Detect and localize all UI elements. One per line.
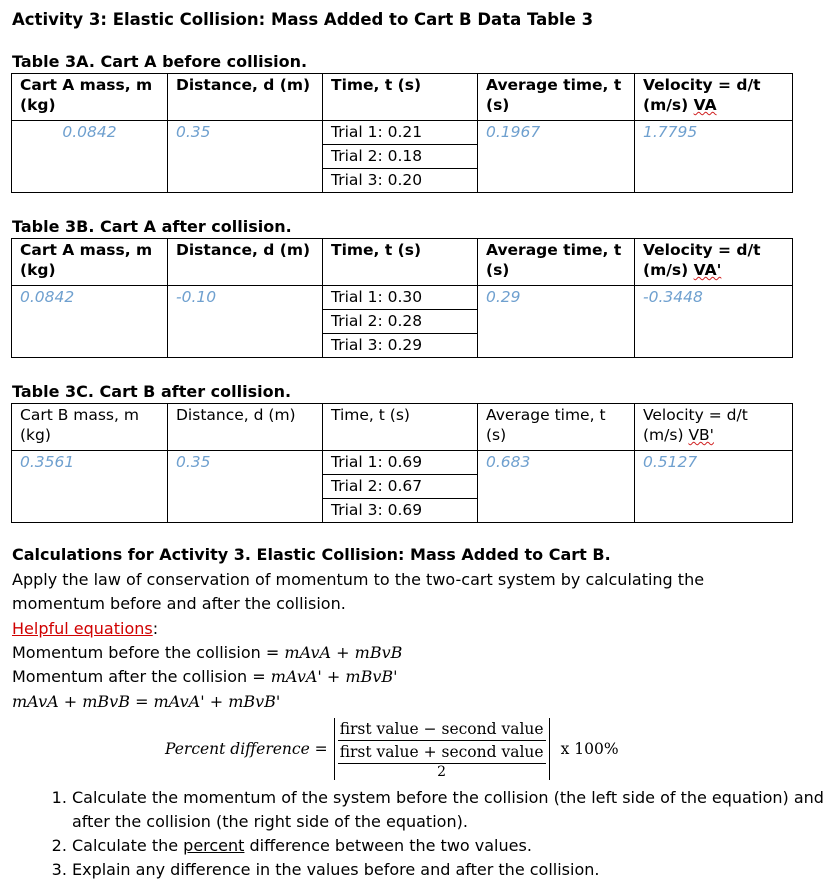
momentum-before-expression: mAvA + mBvB xyxy=(284,643,403,662)
header-distance: Distance, d (m) xyxy=(168,74,323,121)
header-time: Time, t (s) xyxy=(323,74,478,121)
question-list xyxy=(26,786,831,882)
trial-3-time[interactable]: Trial 3: 0.29 xyxy=(323,334,478,358)
question-2 xyxy=(72,834,831,858)
document-title: Activity 3: Elastic Collision: Mass Added to Cart B Data Table 3 xyxy=(12,10,594,29)
distance-value[interactable]: 0.35 xyxy=(168,121,323,193)
distance-value[interactable]: -0.10 xyxy=(168,286,323,358)
difference-fraction xyxy=(338,718,546,780)
momentum-before-line: Momentum before the collision = mAvA + mBvB xyxy=(12,643,403,662)
average-time-value[interactable]: 0.683 xyxy=(478,451,635,523)
header-velocity: Velocity = d/t (m/s) VA' xyxy=(635,239,793,286)
times-100-percent: x 100% xyxy=(560,740,619,758)
header-average-time: Average time, t (s) xyxy=(478,239,635,286)
momentum-after-expression: mAvA' + mBvB' xyxy=(270,667,398,686)
percent-difference-label: Percent difference = xyxy=(165,740,328,758)
cart-mass-value[interactable]: 0.0842 xyxy=(12,121,168,193)
trial-1-time[interactable]: Trial 1: 0.69 xyxy=(323,451,478,475)
velocity-symbol: VA xyxy=(693,96,717,114)
calculations-title: Calculations for Activity 3. Elastic Collision: Mass Added to Cart B. xyxy=(12,545,611,564)
fraction-denominator: first value + second value 2 xyxy=(339,743,544,780)
velocity-symbol: VB' xyxy=(688,426,714,444)
absolute-value-bar-left xyxy=(334,718,335,780)
header-distance: Distance, d (m) xyxy=(168,404,323,451)
table-3c-caption: Table 3C. Cart B after collision. xyxy=(12,382,292,401)
velocity-symbol: VA' xyxy=(693,261,722,279)
trial-1-time[interactable]: Trial 1: 0.30 xyxy=(323,286,478,310)
header-velocity: Velocity = d/t (m/s) VB' xyxy=(635,404,793,451)
conservation-equation: mAvA + mBvB = mAvA' + mBvB' xyxy=(12,692,281,711)
distance-value[interactable]: 0.35 xyxy=(168,451,323,523)
table-3b-caption: Table 3B. Cart A after collision. xyxy=(12,217,292,236)
velocity-value[interactable]: -0.3448 xyxy=(635,286,793,358)
cart-mass-value[interactable]: 0.3561 xyxy=(12,451,168,523)
header-cart-mass: Cart A mass, m (kg) xyxy=(12,239,168,286)
header-distance: Distance, d (m) xyxy=(168,239,323,286)
header-time: Time, t (s) xyxy=(323,239,478,286)
table-3a-caption: Table 3A. Cart A before collision. xyxy=(12,52,308,71)
trial-3-time[interactable]: Trial 3: 0.69 xyxy=(323,499,478,523)
intro-line-2: momentum before and after the collision. xyxy=(12,594,346,613)
header-time: Time, t (s) xyxy=(323,404,478,451)
header-cart-mass: Cart A mass, m (kg) xyxy=(12,74,168,121)
trial-2-time[interactable]: Trial 2: 0.18 xyxy=(323,145,478,169)
cart-mass-value[interactable]: 0.0842 xyxy=(12,286,168,358)
helpful-equations-link[interactable]: Helpful equations xyxy=(12,619,153,638)
intro-line-1: Apply the law of conservation of momentum to the two-cart system by calculating the xyxy=(12,570,705,589)
table-3c xyxy=(11,403,793,523)
header-velocity: Velocity = d/t (m/s) VA xyxy=(635,74,793,121)
trial-1-time[interactable]: Trial 1: 0.21 xyxy=(323,121,478,145)
trial-2-time[interactable]: Trial 2: 0.28 xyxy=(323,310,478,334)
question-1: 1. Calculate the momentum of the system before the collision (the left side of the equation) and after the collision (the right side of the equation). xyxy=(72,786,831,834)
absolute-value-bar-right xyxy=(549,718,550,780)
trial-2-time[interactable]: Trial 2: 0.67 xyxy=(323,475,478,499)
header-average-time: Average time, t (s) xyxy=(478,74,635,121)
question-2-text: Calculate the percent difference between the two values. xyxy=(72,836,532,855)
trial-3-time[interactable]: Trial 3: 0.20 xyxy=(323,169,478,193)
header-average-time: Average time, t (s) xyxy=(478,404,635,451)
table-3b xyxy=(11,238,793,358)
header-cart-mass: Cart B mass, m (kg) xyxy=(12,404,168,451)
momentum-after-line: Momentum after the collision = mAvA' + mBvB' xyxy=(12,667,398,686)
velocity-value[interactable]: 0.5127 xyxy=(635,451,793,523)
fraction-numerator: first value − second value xyxy=(338,718,546,741)
question-3: 3. Explain any difference in the values before and after the collision. xyxy=(72,858,831,882)
helpful-equations-label: Helpful equations: xyxy=(12,619,159,638)
average-time-value[interactable]: 0.1967 xyxy=(478,121,635,193)
velocity-value[interactable]: 1.7795 xyxy=(635,121,793,193)
average-time-value[interactable]: 0.29 xyxy=(478,286,635,358)
percent-difference-formula xyxy=(165,717,619,781)
table-3a xyxy=(11,73,793,193)
